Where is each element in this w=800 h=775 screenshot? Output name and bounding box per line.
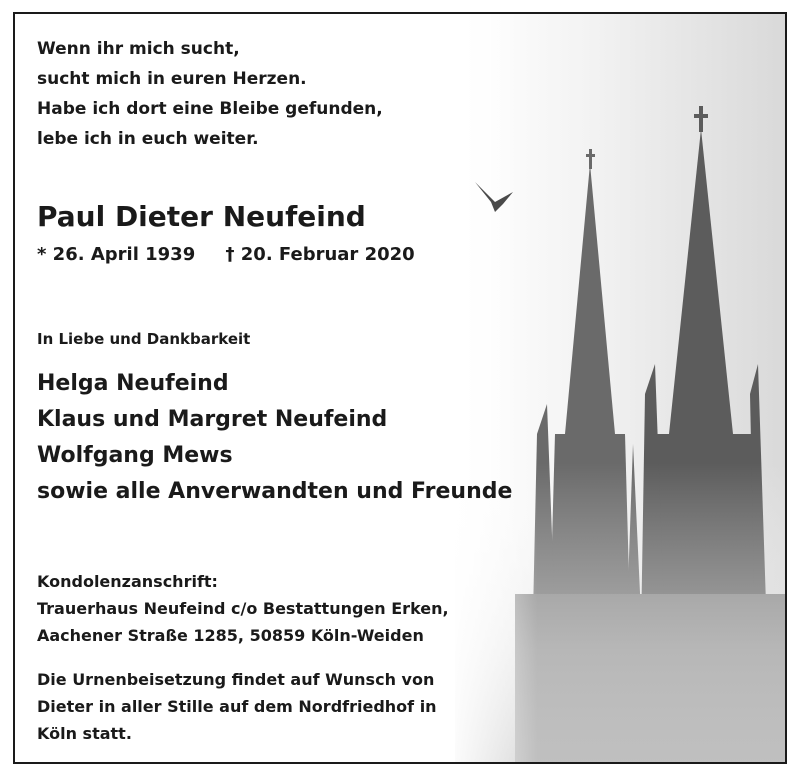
mourner: Wolfgang Mews: [37, 443, 233, 468]
dedication: In Liebe und Dankbarkeit: [37, 330, 251, 348]
poem-line: lebe ich in euch weiter.: [37, 129, 259, 149]
deceased-name: Paul Dieter Neufeind: [37, 200, 366, 233]
burial-notice: [37, 666, 437, 747]
burial-line: Die Urnenbeisetzung findet auf Wunsch von: [37, 670, 435, 689]
notice-text: [37, 14, 537, 762]
poem-line: Wenn ihr mich sucht,: [37, 39, 240, 59]
mourner: Klaus und Margret Neufeind: [37, 407, 388, 432]
birth-date: * 26. April 1939: [37, 244, 196, 265]
condolence-address: [37, 568, 449, 649]
poem-line: Habe ich dort eine Bleibe gefunden,: [37, 99, 383, 119]
mourner: sowie alle Anverwandten und Freunde: [37, 479, 513, 504]
poem-line: sucht mich in euren Herzen.: [37, 69, 307, 89]
death-date: † 20. Februar 2020: [225, 244, 415, 265]
burial-line: Dieter in aller Stille auf dem Nordfriedhof in: [37, 697, 437, 716]
condolence-line: Aachener Straße 1285, 50859 Köln-Weiden: [37, 626, 424, 645]
burial-line: Köln statt.: [37, 724, 132, 743]
obituary-notice: [13, 12, 787, 764]
life-dates: [37, 244, 415, 265]
condolence-line: Kondolenzanschrift:: [37, 572, 218, 591]
mourners-list: [37, 366, 512, 510]
poem: [37, 34, 383, 154]
condolence-line: Trauerhaus Neufeind c/o Bestattungen Erken,: [37, 599, 449, 618]
mourner: Helga Neufeind: [37, 371, 229, 396]
